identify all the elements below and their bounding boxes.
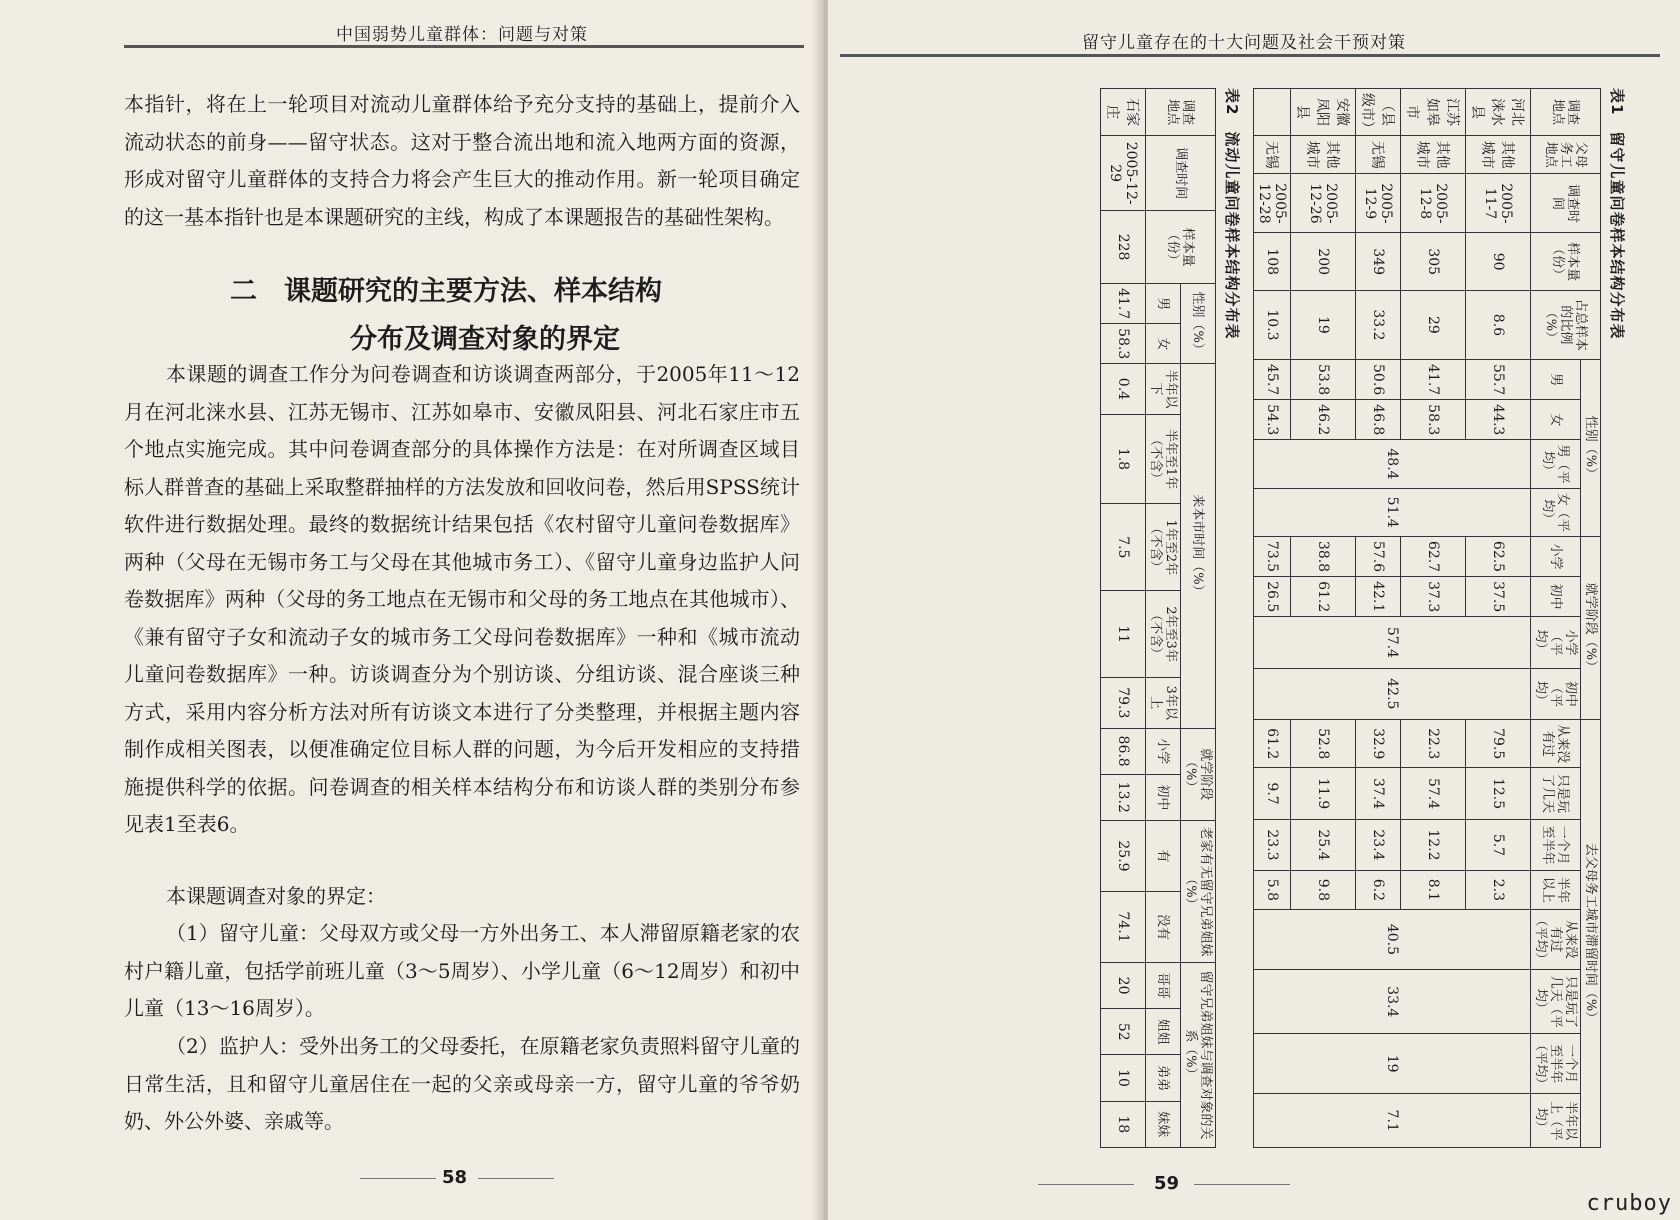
t1-cell: 52.8 [1291, 720, 1356, 768]
t2-cell: 18 [1101, 1101, 1146, 1147]
t1-cell: 安徽凤阳县 [1291, 89, 1356, 136]
t1-cell: 57.4 [1401, 768, 1466, 819]
t1-h-sample: 样本量（份） [1531, 233, 1601, 290]
t2-h-gender: 性别（%） [1181, 284, 1216, 364]
t1-cell: 45.7 [1254, 360, 1291, 400]
t1-cell: 2005-12-9 [1356, 174, 1401, 233]
t1-h-never-avg: 从来没有过（平均） [1531, 909, 1581, 970]
t1-cell: 62.5 [1466, 536, 1531, 576]
t1-cell: 无锡 [1254, 136, 1291, 174]
t1-cell: 6.2 [1356, 871, 1401, 909]
t1-cell: 26.5 [1254, 577, 1291, 617]
folio-rule-right [1194, 1184, 1290, 1185]
t1-cell: 8.6 [1466, 290, 1531, 359]
t1-cell: 江苏如皋市 [1401, 89, 1466, 136]
t1-1m-half-avg: 19 [1254, 1034, 1531, 1094]
t1-h-primary: 小学 [1531, 536, 1581, 576]
t1-cell: 61.2 [1254, 720, 1291, 768]
t1-half-up-avg: 7.1 [1254, 1094, 1531, 1148]
t1-cell: 38.8 [1291, 536, 1356, 576]
running-head-left: 中国弱势儿童群体：问题与对策 [336, 25, 588, 45]
t1-h-half-up-avg: 半年以上（平均） [1531, 1094, 1581, 1148]
t2-h-older-sis: 姐姐 [1146, 1009, 1181, 1055]
section-title [230, 268, 750, 364]
t1-cell [1254, 89, 1291, 136]
t1-cell: 53.8 [1291, 360, 1356, 400]
t1-cell: 108 [1254, 233, 1291, 290]
t2-h-no: 没有 [1146, 891, 1181, 962]
header-rule [124, 45, 804, 48]
t1-cell: 79.5 [1466, 720, 1531, 768]
t1-cell: 200 [1291, 233, 1356, 290]
t1-cell: 9.7 [1254, 768, 1291, 819]
t2-cell: 1.8 [1101, 414, 1146, 504]
t2-h-time: 调查时间 [1146, 136, 1216, 211]
t1-h-half-up: 半年以上 [1531, 871, 1581, 909]
folio-rule-left [1038, 1184, 1134, 1185]
t2-h-a2: 半年至1年（不含） [1146, 414, 1181, 504]
t2-h-arrival: 来本市时间（%） [1181, 364, 1216, 728]
table2 [1100, 88, 1216, 1148]
folio-rule-right [478, 1178, 554, 1179]
t1-cell: 2005-12-8 [1401, 174, 1466, 233]
t1-cell: 19 [1291, 290, 1356, 359]
t1-h-gender: 性别（%） [1581, 360, 1601, 537]
t1-h-male: 男 [1531, 360, 1581, 400]
definition-guardian: （2）监护人：受外出务工的父母委托，在原籍老家负责照料留守儿童的日常生活，且和留守儿童居住在一起的父亲或母亲一方，留守儿童的爷爷奶奶、外公外婆、亲戚等。 [124, 1034, 800, 1133]
t2-cell: 79.3 [1101, 678, 1146, 728]
table-row [1101, 89, 1146, 1148]
folio-rule-left [360, 1178, 436, 1179]
t1-cell: 349 [1356, 233, 1401, 290]
t1-h-junior: 初中 [1531, 577, 1581, 617]
t1-cell: 41.7 [1401, 360, 1466, 400]
t2-h-relation: 留守兄弟姐妹与调查对象的关系（%） [1181, 962, 1216, 1147]
t2-cell: 7.5 [1101, 504, 1146, 591]
left-page [0, 0, 820, 1220]
t1-cell: 305 [1401, 233, 1466, 290]
t1-h-few-days-avg: 只是玩了几天（平均） [1531, 970, 1581, 1034]
t2-h-a4: 2年至3年（不含） [1146, 591, 1181, 678]
t1-cell: 61.2 [1291, 577, 1356, 617]
t1-cell: 12.2 [1401, 819, 1466, 870]
t1-cell: 其他城市 [1466, 136, 1531, 174]
t1-cell: 无锡 [1356, 136, 1401, 174]
t2-h-younger-sis: 妹妹 [1146, 1101, 1181, 1147]
t2-h-a3: 1年至2年（不含） [1146, 504, 1181, 591]
t2-cell: 74.1 [1101, 891, 1146, 962]
t1-cell: 44.3 [1466, 400, 1531, 440]
t1-cell: 37.5 [1466, 577, 1531, 617]
table-row [1466, 89, 1531, 1148]
t2-h-place: 调查地点 [1146, 89, 1216, 136]
t1-h-parent-work: 父母务工地点 [1531, 136, 1601, 174]
t1-h-stay: 去父母务工城市滞留时间（%） [1581, 720, 1601, 1148]
t1-cell: 32.9 [1356, 720, 1401, 768]
t2-cell: 2005-12-29 [1101, 136, 1146, 211]
intro-paragraph: 本指针，将在上一轮项目对流动儿童群体给予充分支持的基础上，提前介入流动状态的前身——留守状态。这对于整合流出地和流入地两方面的资源，形成对留守儿童群体的支持合力将会产生巨大的推动作用。新一轮项目确定的这一基本指针也是本课题研究的主线，构成了本课题报告的基础性架构。 [124, 92, 800, 229]
t1-cell: 12.5 [1466, 768, 1531, 819]
rotated-tables [1100, 88, 1628, 1148]
t2-cell: 0.4 [1101, 364, 1146, 414]
t2-h-older-bro: 哥哥 [1146, 962, 1181, 1008]
t1-h-time: 调查时间 [1531, 174, 1601, 233]
watermark: cruboy [1586, 1191, 1672, 1216]
t2-cell: 52 [1101, 1009, 1146, 1055]
t1-never-avg: 40.5 [1254, 909, 1531, 970]
t2-cell: 11 [1101, 591, 1146, 678]
definition-left-behind-children: （1）留守儿童：父母双方或父母一方外出务工、本人滞留原籍老家的农村户籍儿童，包括学前班儿童（3～5周岁）、小学儿童（6～12周岁）和初中儿童（13～16周岁）。 [124, 921, 800, 1020]
t2-cell: 10 [1101, 1055, 1146, 1101]
t1-cell: 2005-12-26 [1291, 174, 1356, 233]
t2-cell: 58.3 [1101, 324, 1146, 364]
t1-cell: 37.3 [1401, 577, 1466, 617]
t1-h-ratio: 占总样本的比例（%） [1531, 290, 1601, 359]
t1-cell: 河北涞水县 [1466, 89, 1531, 136]
header-rule [840, 54, 1660, 57]
section-title-line2: 分布及调查对象的界定 [350, 324, 620, 355]
t2-h-female: 女 [1146, 324, 1181, 364]
t1-cell: （县级市） [1356, 89, 1401, 136]
t1-male-avg: 48.4 [1254, 440, 1531, 488]
t1-cell: 其他城市 [1291, 136, 1356, 174]
t2-cell: 25.9 [1101, 820, 1146, 891]
t1-cell: 46.2 [1291, 400, 1356, 440]
t1-cell: 33.2 [1356, 290, 1401, 359]
t1-cell: 22.3 [1401, 720, 1466, 768]
t2-cell: 228 [1101, 211, 1146, 284]
t1-cell: 37.4 [1356, 768, 1401, 819]
t1-h-junior-avg: 初中（平均） [1531, 668, 1581, 719]
section-title-line1: 二 课题研究的主要方法、样本结构 [230, 276, 662, 307]
t2-h-a5: 3年以上 [1146, 678, 1181, 728]
t1-cell: 9.8 [1291, 871, 1356, 909]
t1-few-days-avg: 33.4 [1254, 970, 1531, 1034]
t2-h-male: 男 [1146, 284, 1181, 324]
t1-female-avg: 51.4 [1254, 488, 1531, 536]
t1-cell: 46.8 [1356, 400, 1401, 440]
t1-h-1m-half-avg: 一个月至半年（平均） [1531, 1034, 1581, 1094]
t2-h-siblings-home: 老家有无留守兄弟姐妹（%） [1181, 820, 1216, 962]
t1-cell: 5.8 [1254, 871, 1291, 909]
page-number-left: 58 [442, 1167, 468, 1188]
t1-h-1m-half: 一个月至半年 [1531, 819, 1581, 870]
t1-cell: 42.1 [1356, 577, 1401, 617]
t1-cell: 8.1 [1401, 871, 1466, 909]
t1-cell: 2005-12-28 [1254, 174, 1291, 233]
table1-caption: 表1 留守儿童问卷样本结构分布表 [1608, 88, 1626, 340]
definition-intro: 本课题调查对象的界定： [166, 884, 386, 908]
t1-primary-avg: 57.4 [1254, 617, 1531, 668]
t1-cell: 58.3 [1401, 400, 1466, 440]
t2-h-primary: 小学 [1146, 728, 1181, 774]
t1-h-female-avg: 女（平均） [1531, 488, 1581, 536]
t2-cell: 86.8 [1101, 728, 1146, 774]
page-number-right: 59 [1154, 1173, 1180, 1194]
t2-cell: 41.7 [1101, 284, 1146, 324]
methods-paragraph: 本课题的调查工作分为问卷调查和访谈调查两部分，于2005年11～12月在河北涞水县、江苏无锡市、江苏如皋市、安徽凤阳县、河北石家庄市五个地点实施完成。其中问卷调查部分的具体操作方法是：在对所调查区域目标人群普查的基础上采取整群抽样的方法发放和回收问卷，然后用SPSS统计软件进行数据处理。最终的数据统计结果包括《农村留守儿童问卷数据库》两种（父母在无锡市务工与父母在其他城市务工）、《留守儿童身边监护人问卷数据库》两种（父母的务工地点在无锡市和父母的务工地点在其他城市）、《兼有留守子女和流动子女的城市务工父母问卷数据库》一种和《城市流动儿童问卷数据库》一种。访谈调查分为个别访谈、分组访谈、混合座谈三种方式，采用内容分析方法对所有访谈文本进行了分类整理，并根据主题内容制作成相关图表，以便准确定位目标人群的问题，为今后开发相应的支持措施提供科学的依据。问卷调查的相关样本结构分布和访谈人群的类别分布参见表1至表6。 [124, 362, 800, 836]
t1-cell: 90 [1466, 233, 1531, 290]
t1-cell: 其他城市 [1401, 136, 1466, 174]
t1-cell: 23.3 [1254, 819, 1291, 870]
t1-cell: 2005-11-7 [1466, 174, 1531, 233]
t1-h-few-days: 只是玩了几天 [1531, 768, 1581, 819]
t1-h-never: 从来没有过 [1531, 720, 1581, 768]
t1-h-male-avg: 男（平均） [1531, 440, 1581, 488]
table1 [1253, 88, 1601, 1148]
t1-cell: 10.3 [1254, 290, 1291, 359]
t1-h-female: 女 [1531, 400, 1581, 440]
t2-h-yes: 有 [1146, 820, 1181, 891]
running-head-right: 留守儿童存在的十大问题及社会干预对策 [1082, 33, 1406, 53]
t1-cell: 54.3 [1254, 400, 1291, 440]
t1-cell: 11.9 [1291, 768, 1356, 819]
t1-h-primary-avg: 小学（平均） [1531, 617, 1581, 668]
t1-cell: 73.5 [1254, 536, 1291, 576]
t2-cell: 13.2 [1101, 774, 1146, 820]
t1-cell: 25.4 [1291, 819, 1356, 870]
t1-cell: 2.3 [1466, 871, 1531, 909]
t2-cell: 石家庄 [1101, 89, 1146, 136]
t1-cell: 57.6 [1356, 536, 1401, 576]
t2-h-sample: 样本量（份） [1146, 211, 1216, 284]
t1-cell: 29 [1401, 290, 1466, 359]
t1-cell: 23.4 [1356, 819, 1401, 870]
t2-h-a1: 半年以下 [1146, 364, 1181, 414]
t2-h-younger-bro: 弟弟 [1146, 1055, 1181, 1101]
right-page [828, 0, 1680, 1220]
t1-cell: 50.6 [1356, 360, 1401, 400]
t2-cell: 20 [1101, 962, 1146, 1008]
t1-h-school: 就学阶段（%） [1581, 536, 1601, 719]
t1-cell: 55.7 [1466, 360, 1531, 400]
t2-h-school: 就学阶段（%） [1181, 728, 1216, 820]
t1-junior-avg: 42.5 [1254, 668, 1531, 719]
t1-h-location: 调查 地点 [1531, 89, 1601, 136]
table2-caption: 表2 流动儿童问卷样本结构分布表 [1223, 88, 1241, 340]
t2-h-junior: 初中 [1146, 774, 1181, 820]
t1-cell: 5.7 [1466, 819, 1531, 870]
t1-cell: 62.7 [1401, 536, 1466, 576]
